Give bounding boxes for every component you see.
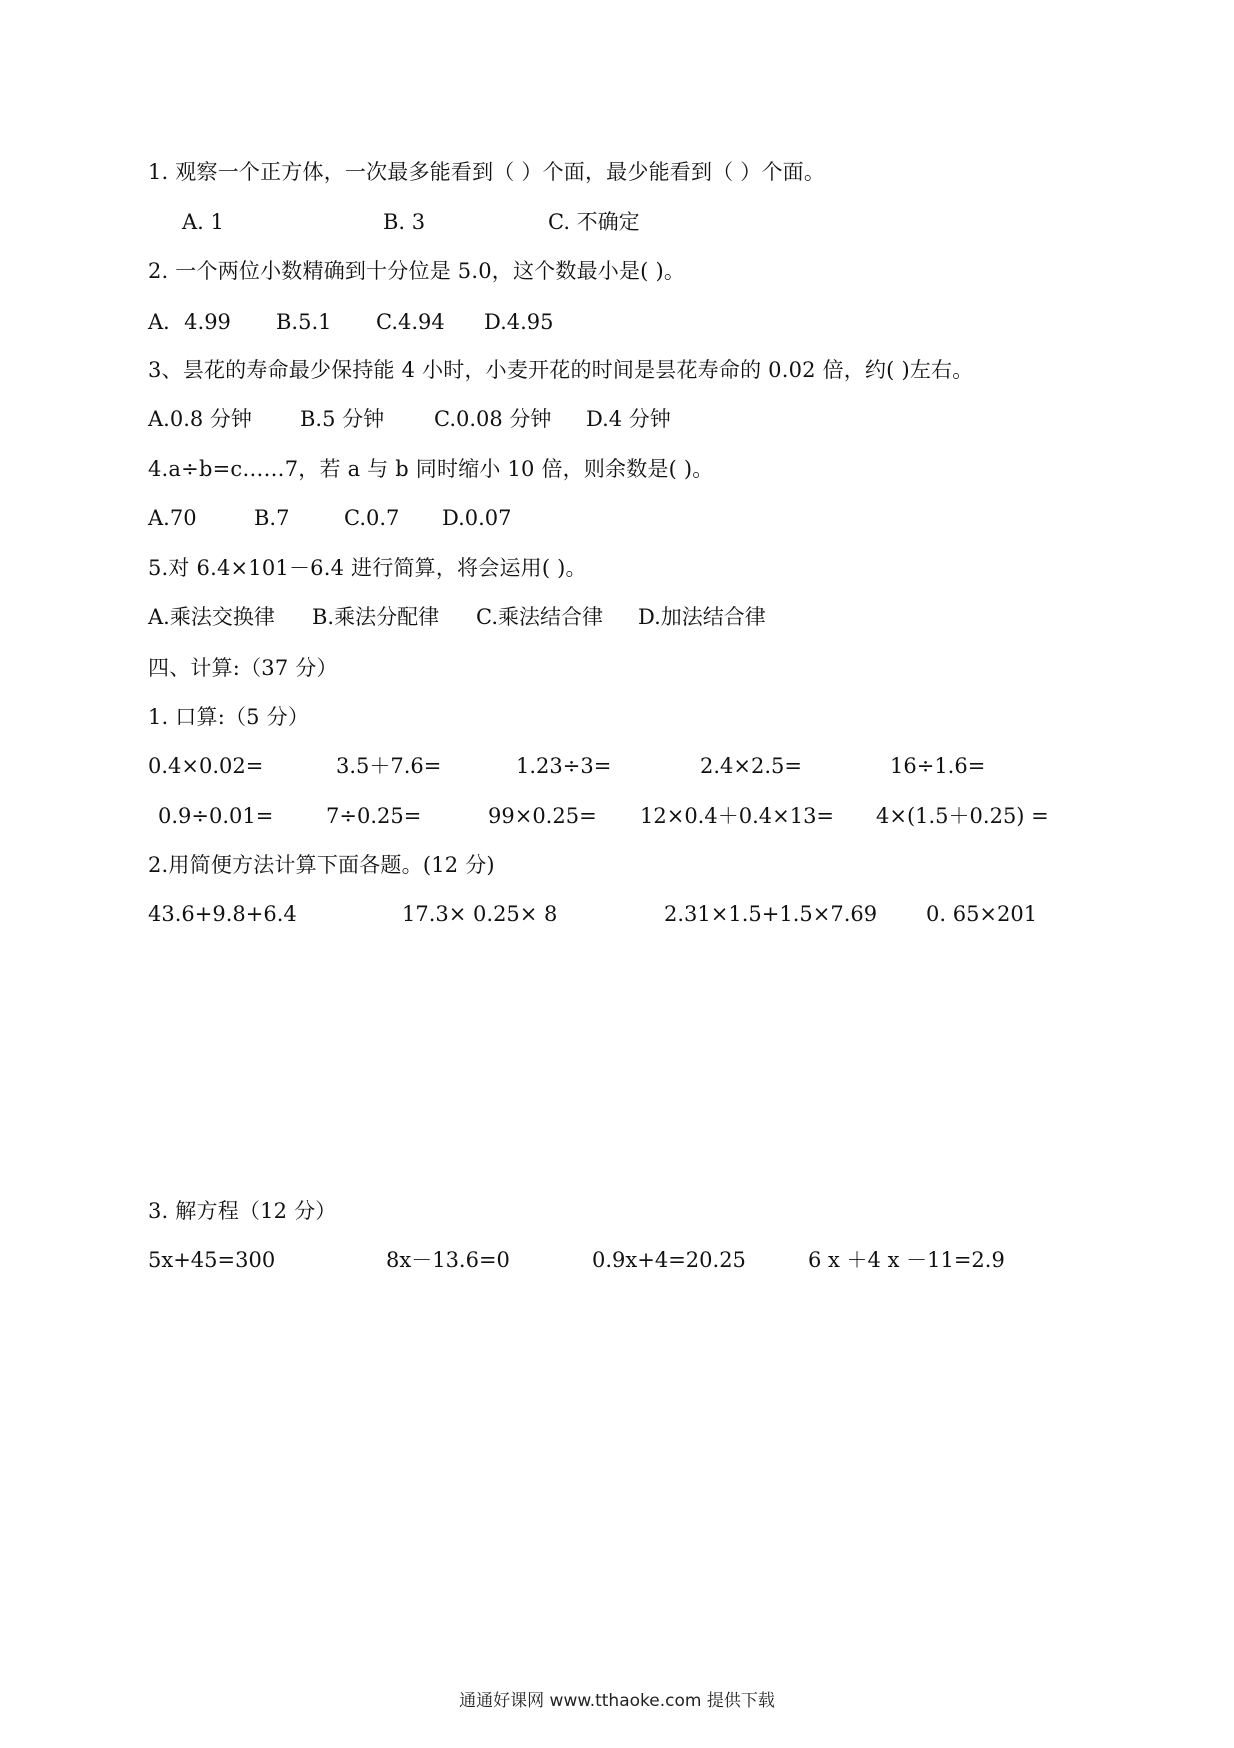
equation-item: 8x－13.6=0 [386,1248,510,1272]
question-1-option-b: B. 3 [383,210,426,234]
simplify-item: 17.3× 0.25× 8 [402,902,558,926]
footer-credit: 通通好课网 www.tthaoke.com 提供下载 [459,1691,775,1711]
equation-item: 0.9x+4=20.25 [592,1248,746,1272]
equation-item: 5x+45=300 [148,1248,276,1272]
question-4-stem: 4.a÷b=c……7，若 a 与 b 同时缩小 10 倍，则余数是( )。 [148,457,714,481]
simplify-title: 2.用简便方法计算下面各题。(12 分) [148,853,495,877]
question-3-option-a: A.0.8 分钟 [148,407,252,431]
oral-calc-item: 12×0.4＋0.4×13= [640,804,835,828]
question-3-option-c: C.0.08 分钟 [434,407,552,431]
question-5-stem: 5.对 6.4×101－6.4 进行简算，将会运用( )。 [148,556,587,580]
oral-calc-title: 1. 口算:（5 分） [148,705,310,729]
oral-calc-item: 16÷1.6= [890,754,986,778]
equations-title: 3. 解方程（12 分） [148,1199,337,1223]
question-2-option-d: D.4.95 [484,310,554,334]
section-4-title: 四、计算:（37 分） [148,656,338,680]
question-2-stem: 2. 一个两位小数精确到十分位是 5.0，这个数最小是( )。 [148,259,686,283]
question-5-option-d: D.加法结合律 [638,605,766,629]
question-2-option-b: B.5.1 [276,310,332,334]
question-4-option-b: B.7 [254,506,290,530]
question-5-option-a: A.乘法交换律 [148,605,275,629]
question-1-option-c: C. 不确定 [548,210,640,234]
question-5-option-b: B.乘法分配律 [312,605,440,629]
oral-calc-item: 1.23÷3= [516,754,612,778]
question-1-stem: 1. 观察一个正方体，一次最多能看到（ ）个面，最少能看到（ ）个面。 [148,160,826,184]
question-3-stem: 3、昙花的寿命最少保持能 4 小时，小麦开花的时间是昙花寿命的 0.02 倍，约( )左右。 [148,358,974,382]
simplify-item: 2.31×1.5+1.5×7.69 [664,902,878,926]
question-3-option-d: D.4 分钟 [586,407,671,431]
question-5-option-c: C.乘法结合律 [476,605,603,629]
question-2-option-a: A．4.99 [148,310,231,334]
oral-calc-item: 0.9÷0.01= [158,804,274,828]
oral-calc-item: 99×0.25= [488,804,597,828]
question-4-option-a: A.70 [148,506,197,530]
simplify-item: 0. 65×201 [926,902,1038,926]
oral-calc-item: 2.4×2.5= [700,754,802,778]
oral-calc-item: 4×(1.5＋0.25) = [876,804,1049,828]
oral-calc-item: 3.5＋7.6= [336,754,442,778]
equation-item: 6 x ＋4 x －11=2.9 [808,1248,1005,1272]
question-2-option-c: C.4.94 [376,310,445,334]
oral-calc-item: 0.4×0.02= [148,754,264,778]
question-4-option-d: D.0.07 [442,506,512,530]
question-3-option-b: B.5 分钟 [300,407,385,431]
question-4-option-c: C.0.7 [344,506,400,530]
oral-calc-item: 7÷0.25= [326,804,422,828]
simplify-item: 43.6+9.8+6.4 [148,902,297,926]
question-1-option-a: A. 1 [182,210,224,234]
